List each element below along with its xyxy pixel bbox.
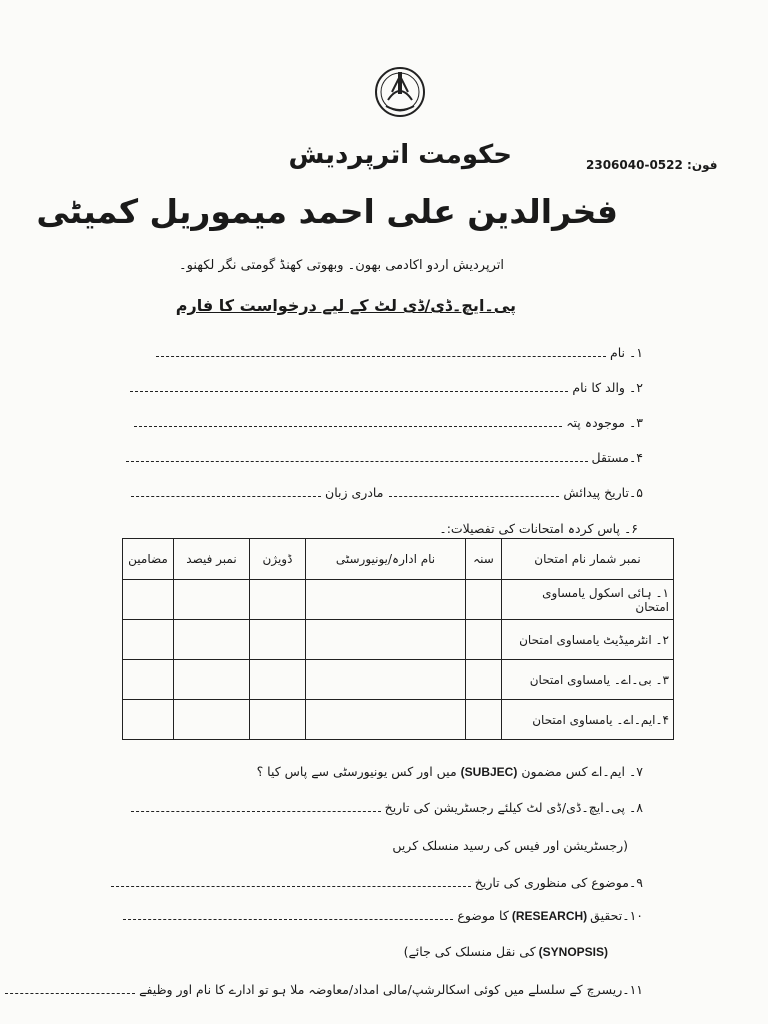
q10-line[interactable] xyxy=(123,918,453,920)
q8-note: (رجسٹریشن اور فیس کی رسید منسلک کریں xyxy=(392,838,628,853)
field-father-name-line[interactable] xyxy=(130,390,568,392)
exam-cell: ۳۔ بی۔اے۔ یامساوی امتحان xyxy=(502,660,674,700)
field-permanent-address-line[interactable] xyxy=(126,460,588,462)
percentage-cell[interactable] xyxy=(174,620,250,660)
exam-cell: ۲۔ انٹرمیڈیٹ یامساوی امتحان xyxy=(502,620,674,660)
field-permanent-address xyxy=(126,450,643,465)
division-cell[interactable] xyxy=(250,620,306,660)
field-date-of-birth-label: ۵۔تاریخ پیدائش xyxy=(563,485,643,500)
phone-number: فون: 0522-2306040 xyxy=(586,158,718,172)
q10-note-text: کی نقل منسلک کی جائے) xyxy=(403,944,536,959)
exam-cell: ۱۔ ہائی اسکول یامساوی امتحان xyxy=(502,580,674,620)
year-cell[interactable] xyxy=(466,700,502,740)
education-table xyxy=(122,538,674,740)
question-7 xyxy=(257,764,643,779)
col-exam-name: نمبر شمار نام امتحان xyxy=(502,539,674,580)
field-name xyxy=(156,345,643,360)
percentage-cell[interactable] xyxy=(174,700,250,740)
q8-label: ۸۔ پی۔ایچ۔ڈی/ڈی لٹ کیلئے رجسٹریشن کی تاریخ xyxy=(384,800,643,815)
division-cell[interactable] xyxy=(250,700,306,740)
government-emblem-icon xyxy=(372,62,428,124)
year-cell[interactable] xyxy=(466,580,502,620)
institution-cell[interactable] xyxy=(306,660,466,700)
table-row xyxy=(123,660,674,700)
institution-cell[interactable] xyxy=(306,700,466,740)
question-10 xyxy=(123,908,643,923)
exam-cell: ۴۔ایم۔اے۔ یامساوی امتحان xyxy=(502,700,674,740)
field-permanent-address-label: ۴۔مستقل xyxy=(591,450,643,465)
field-current-address-line[interactable] xyxy=(134,425,562,427)
q7-subject-en: (SUBJEC) xyxy=(460,765,518,779)
year-cell[interactable] xyxy=(466,620,502,660)
question-11 xyxy=(5,982,643,997)
question-9 xyxy=(111,875,643,890)
field-mother-tongue-line[interactable] xyxy=(131,495,321,497)
field-mother-tongue-label: مادری زبان xyxy=(325,485,384,500)
q7-text-end: میں اور کس یونیورسٹی سے پاس کیا ؟ xyxy=(256,764,457,779)
table-row xyxy=(123,580,674,620)
col-percentage: نمبر فیصد xyxy=(174,539,250,580)
field-current-address-label: ۳۔ موجودہ پتہ xyxy=(566,415,643,430)
field-name-line[interactable] xyxy=(156,355,606,357)
subjects-cell[interactable] xyxy=(123,700,174,740)
percentage-cell[interactable] xyxy=(174,580,250,620)
q11-label: ۱۱۔ریسرچ کے سلسلے میں کوئی اسکالرشپ/مالی امداد/معاوضہ ملا ہو تو ادارے کا نام اور وظیفے xyxy=(139,982,643,997)
q8-line[interactable] xyxy=(131,810,381,812)
education-heading: ۶۔ پاس کردہ امتحانات کی تفصیلات:۔ xyxy=(439,521,638,536)
address-line: اترپردیش اردو اکادمی بھون۔ وبھوتی کھنڈ گومتی نگر لکھنو۔ xyxy=(179,258,504,273)
year-cell[interactable] xyxy=(466,660,502,700)
table-header-row xyxy=(123,539,674,580)
subjects-cell[interactable] xyxy=(123,580,174,620)
col-institution: نام ادارہ/یونیورسٹی xyxy=(306,539,466,580)
division-cell[interactable] xyxy=(250,580,306,620)
field-date-of-birth-line[interactable] xyxy=(389,495,559,497)
field-date-of-birth xyxy=(131,485,643,500)
government-title: حکومت اترپردیش xyxy=(288,140,512,170)
q7-text-start: ۷۔ ایم۔اے کس مضمون xyxy=(521,764,643,779)
q10-note xyxy=(404,944,608,959)
committee-name: فخرالدین علی احمد میموریل کمیٹی xyxy=(36,192,618,231)
q9-line[interactable] xyxy=(111,885,471,887)
q10-text-end: کا موضوع xyxy=(457,908,509,923)
table-row xyxy=(123,700,674,740)
subjects-cell[interactable] xyxy=(123,660,174,700)
field-father-name xyxy=(130,380,643,395)
form-title: پی۔ایچ۔ڈی/ڈی لٹ کے لیے درخواست کا فارم xyxy=(175,296,516,315)
col-year: سنہ xyxy=(466,539,502,580)
institution-cell[interactable] xyxy=(306,620,466,660)
field-current-address xyxy=(134,415,643,430)
subjects-cell[interactable] xyxy=(123,620,174,660)
institution-cell[interactable] xyxy=(306,580,466,620)
q11-line[interactable] xyxy=(5,992,135,994)
division-cell[interactable] xyxy=(250,660,306,700)
q9-label: ۹۔موضوع کی منظوری کی تاریخ xyxy=(474,875,643,890)
field-father-name-label: ۲۔ والد کا نام xyxy=(572,380,643,395)
q10-synopsis-en: (SYNOPSIS) xyxy=(538,945,608,959)
col-subjects: مضامین xyxy=(123,539,174,580)
percentage-cell[interactable] xyxy=(174,660,250,700)
question-8 xyxy=(131,800,643,815)
table-row xyxy=(123,620,674,660)
q10-research-en: (RESEARCH) xyxy=(511,909,588,923)
field-name-label: ۱۔ نام xyxy=(609,345,643,360)
q10-text-start: ۱۰۔تحقیق xyxy=(590,908,643,923)
col-division: ڈویژن xyxy=(250,539,306,580)
